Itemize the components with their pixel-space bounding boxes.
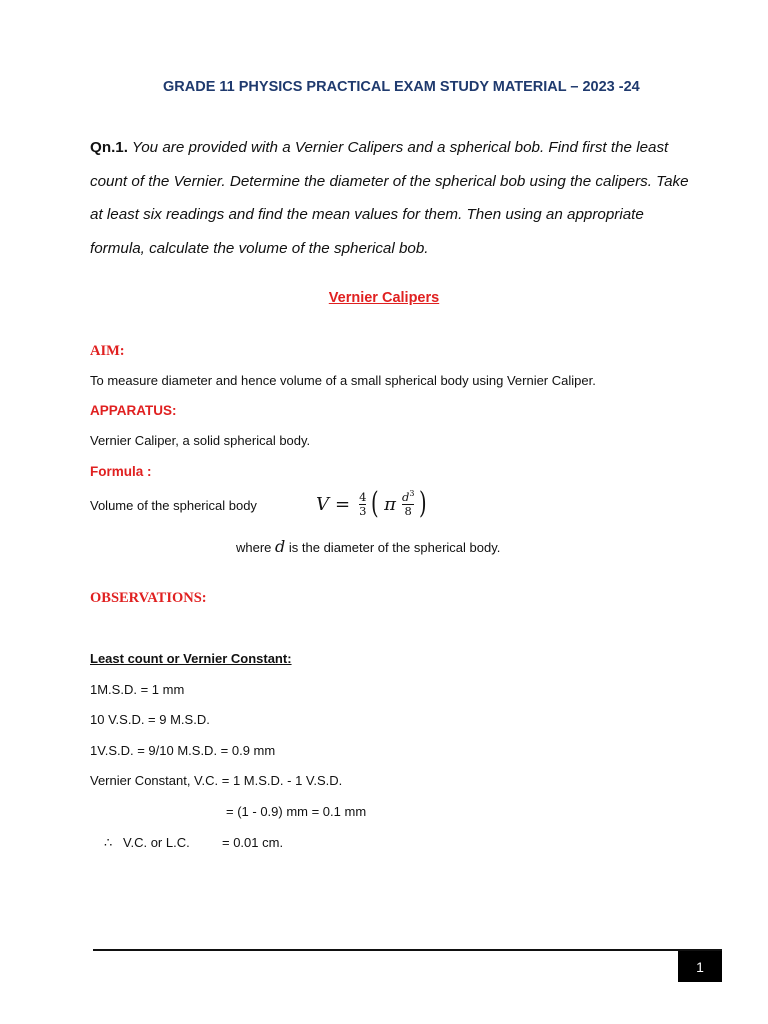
apparatus-text: Vernier Caliper, a solid spherical body. xyxy=(90,433,311,448)
question-paragraph xyxy=(90,131,690,265)
observation-line: Vernier Constant, V.C. = 1 M.S.D. - 1 V.S.D. xyxy=(90,773,343,788)
aim-text: To measure diameter and hence volume of a small spherical body using Vernier Caliper. xyxy=(90,373,596,388)
formula-equals: = xyxy=(335,493,351,515)
section-heading: Vernier Calipers xyxy=(328,290,440,306)
formula-open-paren: ( xyxy=(371,486,380,521)
vc-label: V.C. or L.C. xyxy=(123,835,190,850)
least-count-heading: Least count or Vernier Constant: xyxy=(90,651,292,666)
question-text: You are provided with a Vernier Calipers and a spherical bob. Find first the least count of the Vernier. Determine the diameter of the spherical bob using the calipers. Take at least six readings and find the mean values for them. Then using an appropriate formula, calculate the volume of the spherical bob. xyxy=(90,139,689,257)
formula-close-paren: ) xyxy=(419,486,428,521)
apparatus-label: APPARATUS: xyxy=(90,403,177,418)
formula-where-note: where d is the diameter of the spherical body. xyxy=(236,537,501,556)
page-number-box xyxy=(678,951,722,982)
formula-fraction: $\frac{4}{3}$ xyxy=(359,489,367,518)
section-heading-wrap xyxy=(0,289,768,307)
observation-line: 10 V.S.D. = 9 M.S.D. xyxy=(90,712,210,727)
page-number: 1 xyxy=(696,958,704,975)
therefore-symbol: ∴ xyxy=(104,835,113,850)
observation-line: 1M.S.D. = 1 mm xyxy=(90,682,185,697)
volume-formula xyxy=(316,483,429,525)
vc-value: = 0.01 cm. xyxy=(222,835,284,850)
observation-line: = (1 - 0.9) mm = 0.1 mm xyxy=(226,804,367,819)
observations-label: OBSERVATIONS: xyxy=(90,590,207,606)
observation-line: 1V.S.D. = 9/10 M.S.D. = 0.9 mm xyxy=(90,743,276,758)
formula-label: Formula : xyxy=(90,464,152,479)
aim-label: AIM: xyxy=(90,343,125,359)
formula-pi: π xyxy=(384,493,396,515)
formula-lhs: V xyxy=(316,493,329,515)
formula-d-fraction: $\frac{d^3}{8}$ xyxy=(401,489,415,518)
formula-description: Volume of the spherical body xyxy=(90,498,257,513)
footer-rule xyxy=(93,949,722,951)
page-title: GRADE 11 PHYSICS PRACTICAL EXAM STUDY MATERIAL – 2023 -24 xyxy=(163,79,640,95)
question-number: Qn.1. xyxy=(90,139,128,156)
